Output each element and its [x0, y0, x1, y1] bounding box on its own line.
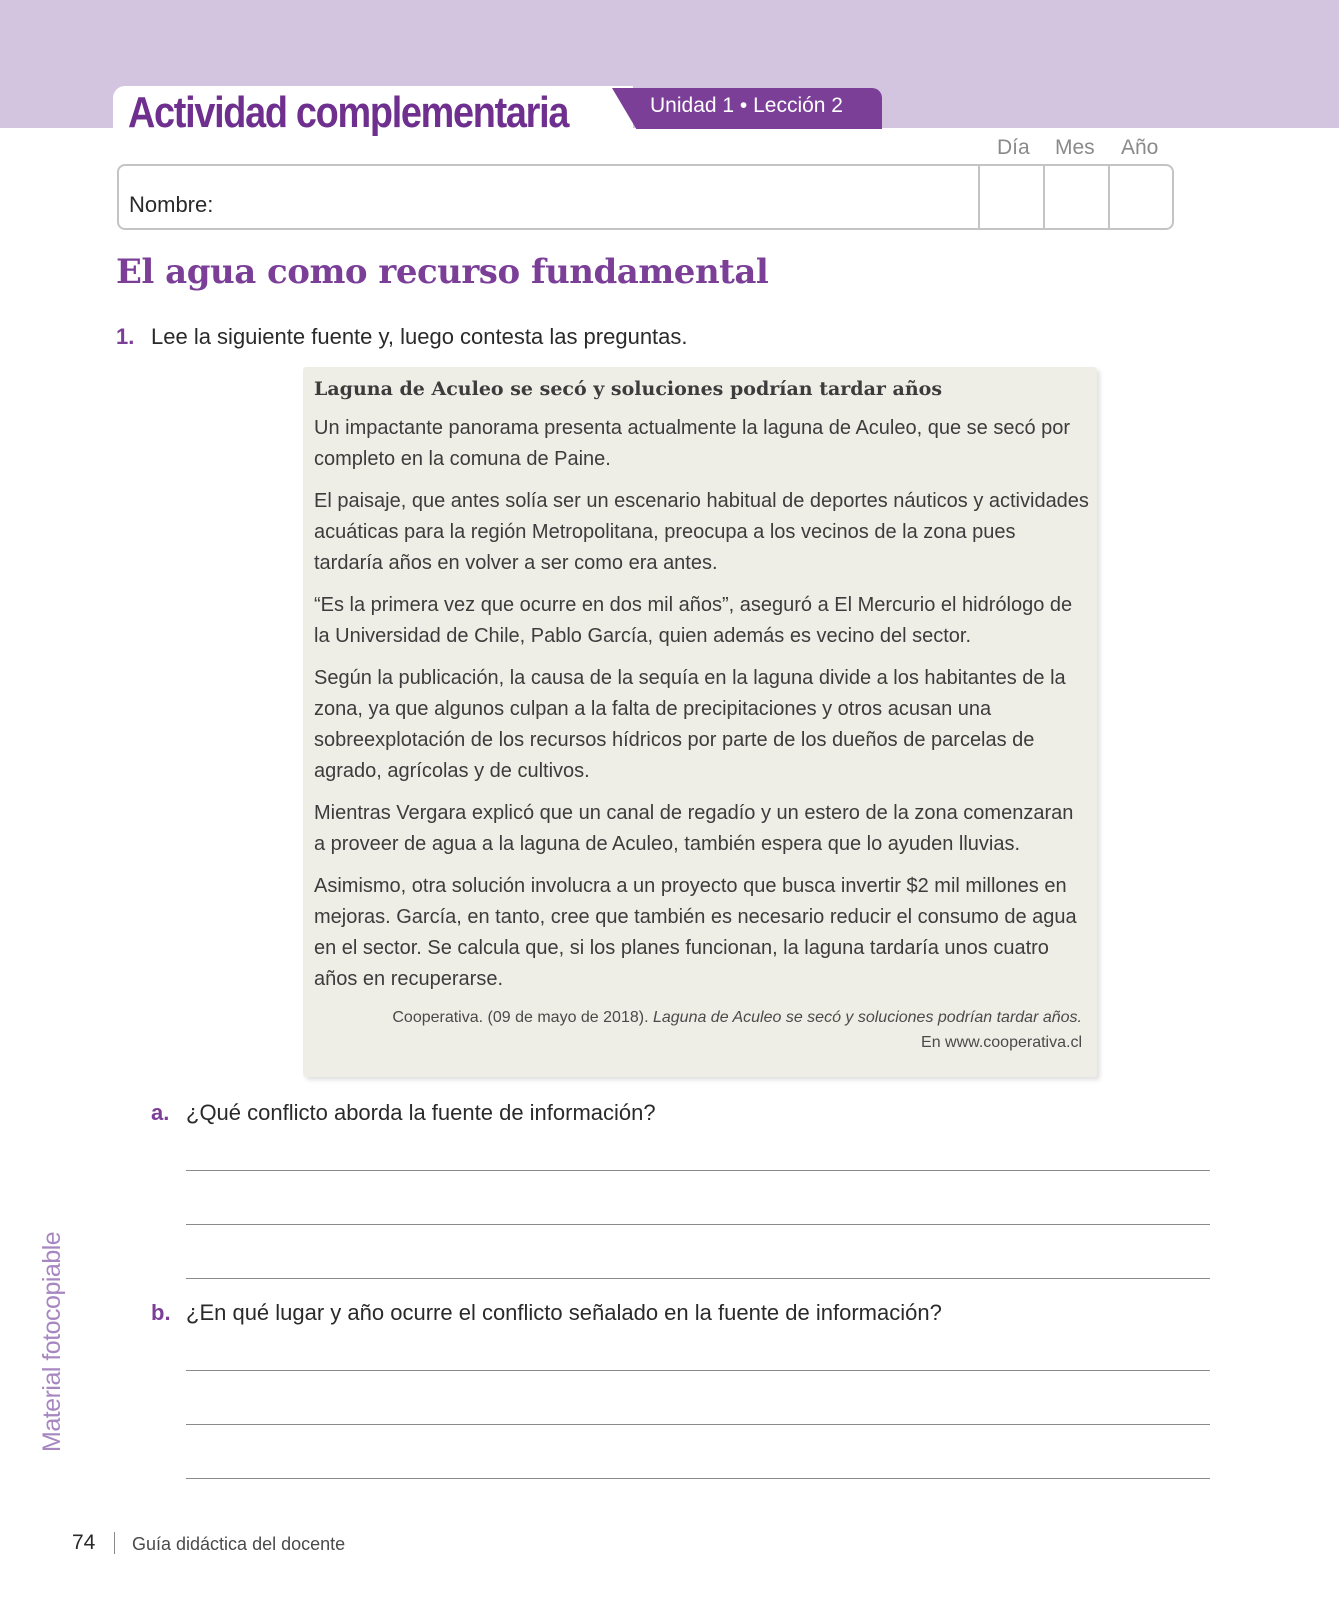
answer-line[interactable]: [186, 1478, 1210, 1479]
date-divider: [978, 164, 980, 230]
date-year-label: Año: [1121, 136, 1159, 159]
answer-line[interactable]: [186, 1278, 1210, 1279]
date-divider: [1108, 164, 1110, 230]
date-day-label: Día: [997, 136, 1030, 159]
question-text: Lee la siguiente fuente y, luego contesta las preguntas.: [151, 324, 688, 349]
source-paragraph: Según la publicación, la causa de la sequía en la laguna divide a los habitantes de la zona, ya que algunos culpan a la falta de precipitaciones y otros acusan una sobreexplotación de los recursos hídricos por parte de los dueños de parcelas de agrado, agrícolas y de cultivos.: [314, 667, 1066, 782]
answer-line[interactable]: [186, 1224, 1210, 1225]
answer-line[interactable]: [186, 1170, 1210, 1171]
citation-prefix: Cooperativa. (09 de mayo de 2018).: [392, 1009, 649, 1026]
side-label: Material fotocopiable: [38, 1231, 66, 1452]
page-number: 74: [72, 1531, 96, 1554]
unit-badge-label: Unidad 1 • Lección 2: [650, 94, 843, 117]
sub-question-letter: a.: [151, 1100, 170, 1125]
date-month-label: Mes: [1055, 136, 1095, 159]
source-paragraph: Un impactante panorama presenta actualmente la laguna de Aculeo, que se secó por completo en la comuna de Paine.: [314, 417, 1071, 470]
sub-question-text: ¿Qué conflicto aborda la fuente de información?: [186, 1100, 656, 1125]
citation-url: En www.cooperativa.cl: [921, 1034, 1082, 1051]
answer-line[interactable]: [186, 1370, 1210, 1371]
question-number: 1.: [116, 324, 135, 349]
source-citation: [322, 1005, 1082, 1055]
footer-divider: [114, 1532, 115, 1554]
footer-text: Guía didáctica del docente: [132, 1534, 346, 1554]
section-title: El agua como recurso fundamental: [116, 252, 769, 292]
citation-title: Laguna de Aculeo se secó y soluciones podrían tardar años.: [652, 1009, 1082, 1026]
source-paragraph: “Es la primera vez que ocurre en dos mil años”, aseguró a El Mercurio el hidrólogo de la Universidad de Chile, Pablo García, quien además es vecino del sector.: [314, 594, 1073, 647]
name-label: Nombre:: [129, 192, 214, 217]
source-paragraph: Asimismo, otra solución involucra a un proyecto que busca invertir $2 mil millones en mejoras. García, en tanto, cree que también es necesario reducir el consumo de agua en el sector. Se calcula que, si los planes funcionan, la laguna tardaría unos cuatro años en recuperarse.: [314, 875, 1077, 990]
date-divider: [1043, 164, 1045, 230]
source-paragraph: El paisaje, que antes solía ser un escenario habitual de deportes náuticos y actividades acuáticas para la región Metropolitana, preocupa a los vecinos de la zona pues tardaría años en volver a ser como era antes.: [314, 490, 1089, 574]
source-title: Laguna de Aculeo se secó y soluciones podrían tardar años: [314, 378, 943, 400]
source-paragraph: Mientras Vergara explicó que un canal de regadío y un estero de la zona comenzaran a proveer de agua a la laguna de Aculeo, también espera que lo ayuden lluvias.: [314, 802, 1074, 855]
name-field[interactable]: [117, 164, 1174, 230]
sub-question-letter: b.: [151, 1300, 171, 1325]
sub-question-text: ¿En qué lugar y año ocurre el conflicto señalado en la fuente de información?: [186, 1300, 942, 1325]
activity-title: Actividad complementaria: [128, 88, 569, 137]
answer-line[interactable]: [186, 1424, 1210, 1425]
